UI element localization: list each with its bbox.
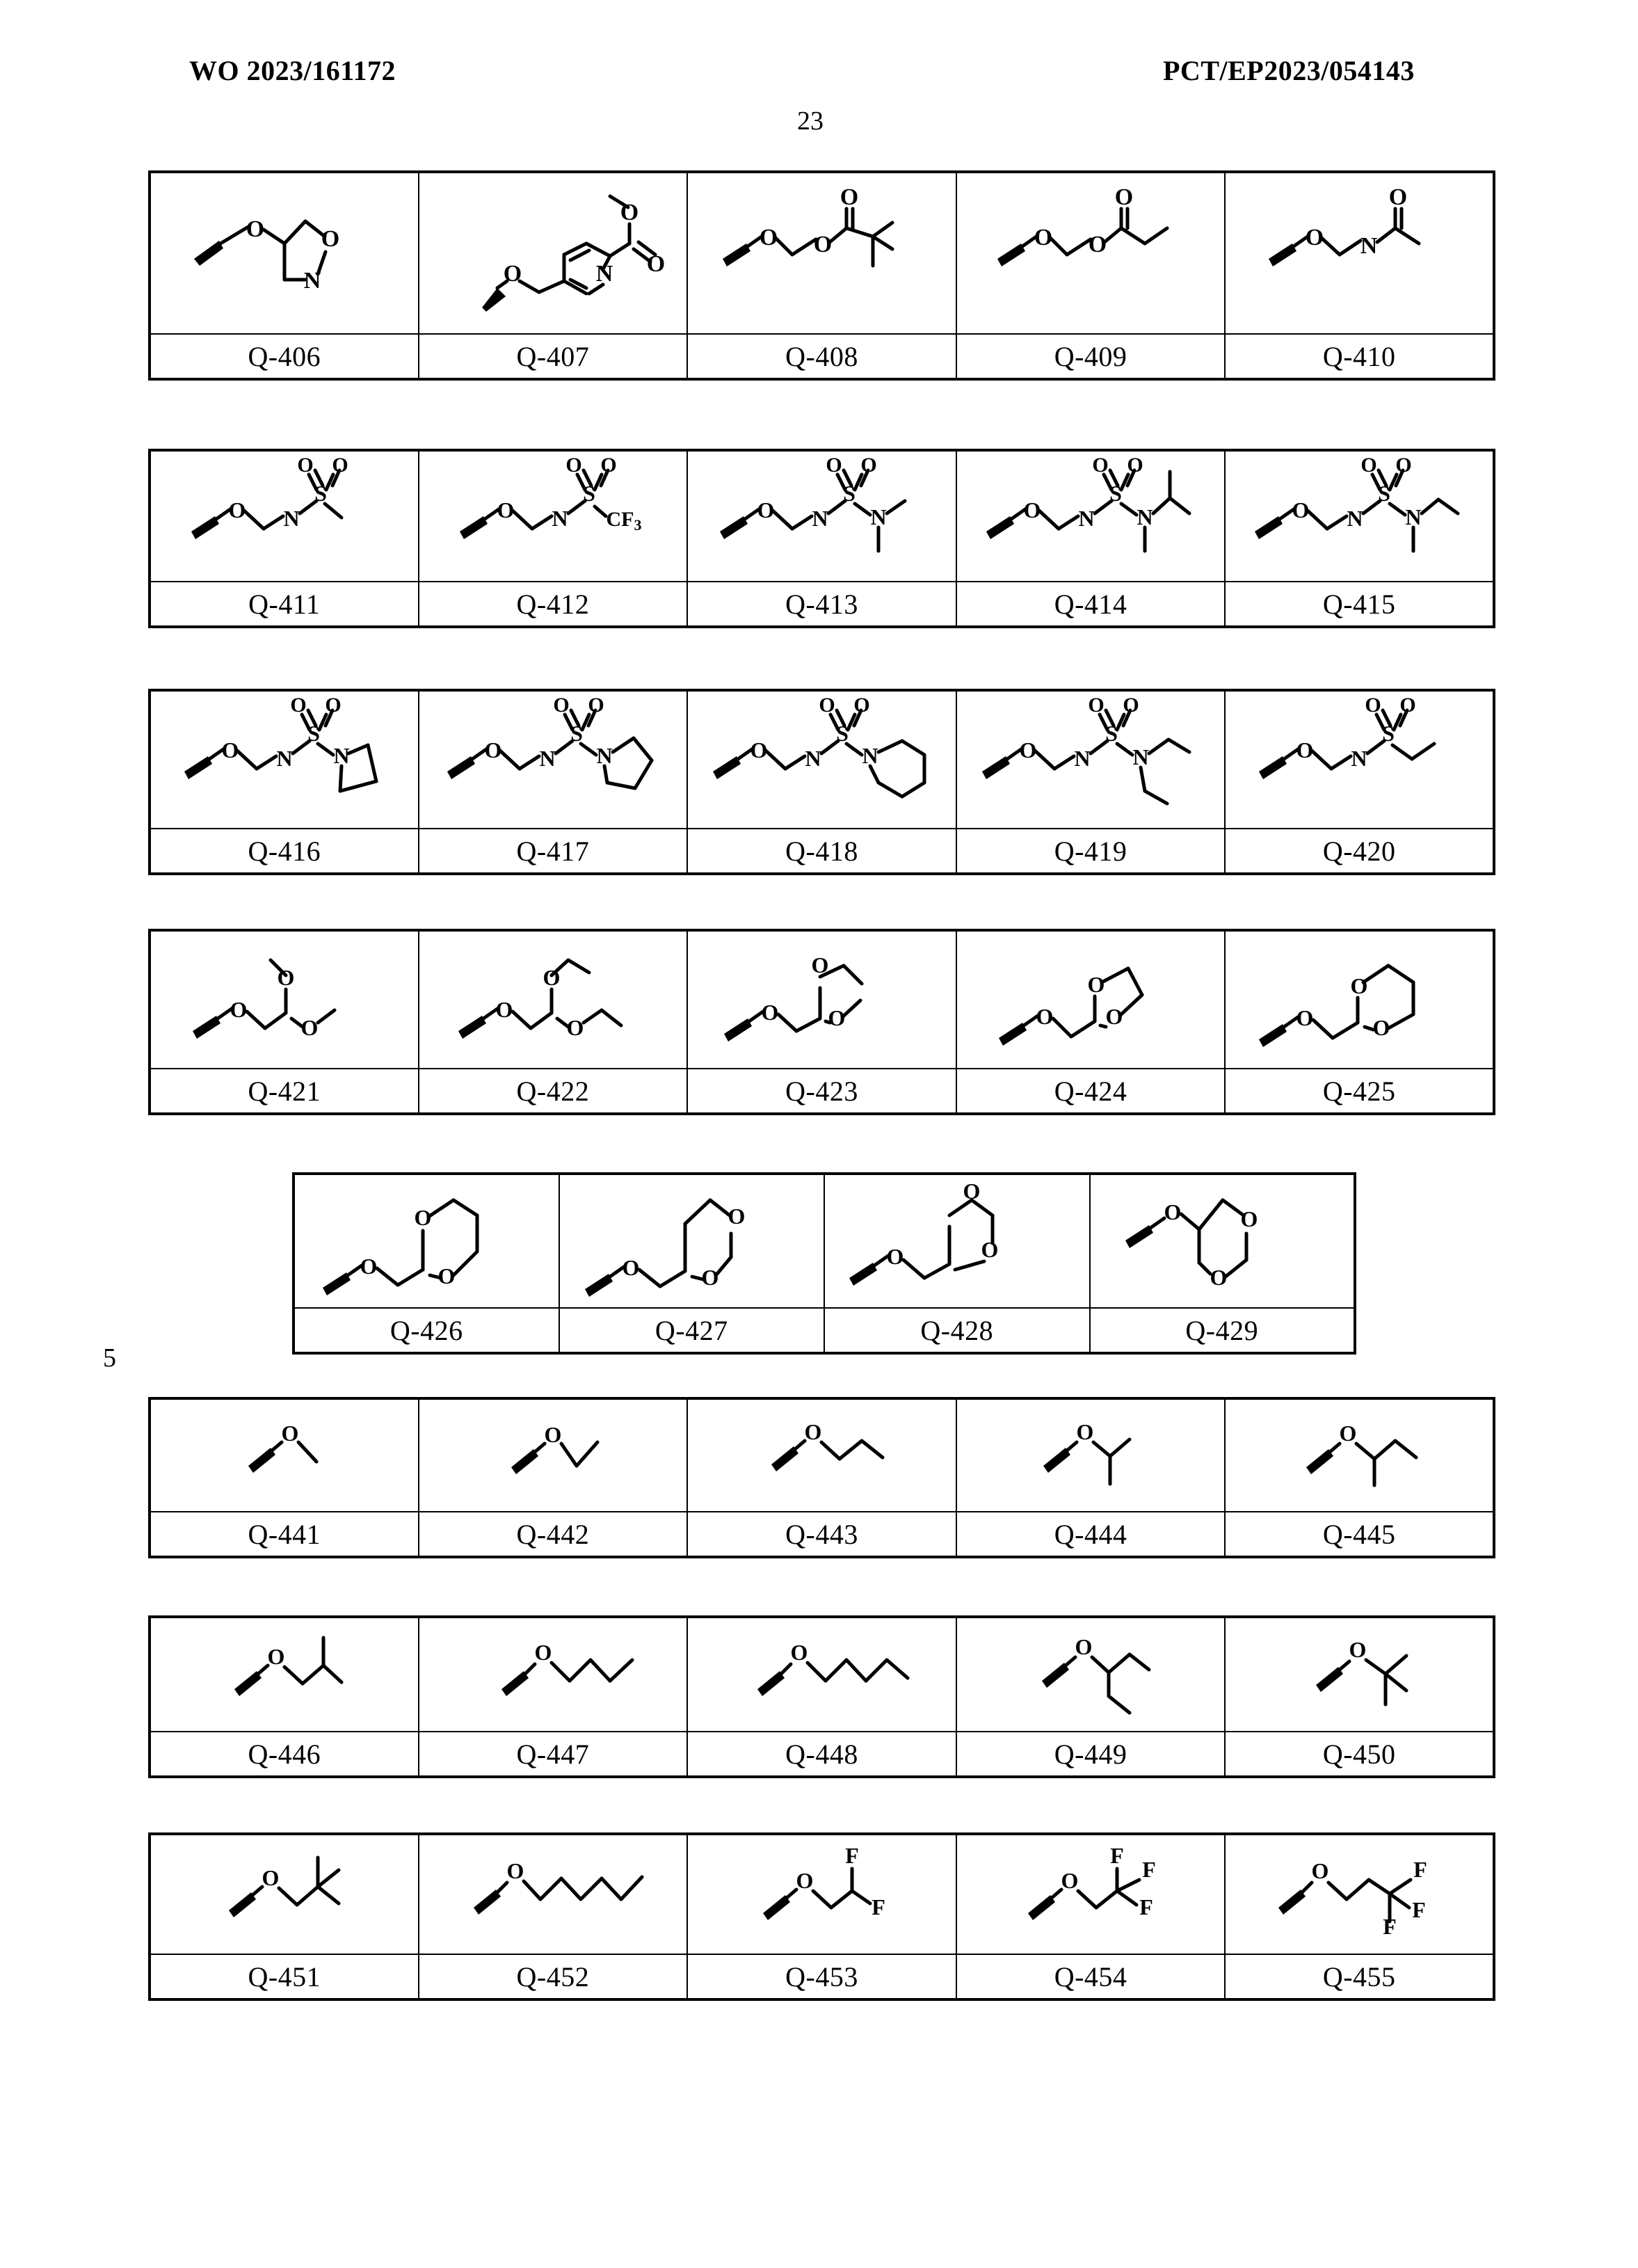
molecule-q413: [703, 454, 940, 579]
structure-table-3: [148, 689, 1495, 875]
atom-label-o: O: [620, 200, 639, 225]
atom-label-o: O: [701, 1265, 719, 1290]
structure-label-q442: Q-442: [419, 1512, 688, 1557]
molecule-q408: [703, 177, 940, 330]
atom-label-f: F: [1412, 1897, 1426, 1922]
table-row-structures: [150, 172, 1494, 334]
page-number: 23: [797, 106, 824, 136]
atom-label-o: O: [1088, 232, 1107, 257]
atom-label-o: O: [262, 1865, 280, 1890]
structure-cell-q407: [419, 172, 688, 334]
structure-label-q419: Q-419: [956, 829, 1226, 874]
atom-label-o: O: [728, 1204, 746, 1229]
atom-label-o: O: [534, 1640, 552, 1665]
atom-label-o: O: [297, 454, 314, 477]
structure-cell-q410: [1225, 172, 1494, 334]
structure-label-q423: Q-423: [687, 1069, 956, 1114]
atom-label-n: N: [805, 746, 822, 771]
atom-label-o: O: [805, 1419, 822, 1444]
molecule-q448: [703, 1620, 940, 1730]
atom-label-o: O: [414, 1205, 432, 1230]
table-row-labels: [150, 1512, 1494, 1557]
atom-label-o: O: [819, 694, 836, 717]
structure-cell-q449: [956, 1617, 1226, 1732]
structure-label-q408: Q-408: [687, 334, 956, 379]
atom-label-o: O: [1210, 1265, 1228, 1290]
structure-cell-q421: [150, 930, 419, 1069]
atom-label-o: O: [1339, 1420, 1357, 1446]
molecule-q411: [166, 454, 403, 579]
atom-label-o: O: [566, 1015, 584, 1040]
table-row-structures: [150, 930, 1494, 1069]
molecule-q409: [972, 177, 1209, 330]
structure-label-q450: Q-450: [1225, 1732, 1494, 1777]
structure-label-q429: Q-429: [1090, 1308, 1356, 1353]
atom-label-o: O: [1372, 1015, 1390, 1040]
molecule-q449: [972, 1620, 1209, 1730]
atom-label-s: S: [1378, 481, 1391, 506]
atom-label-o: O: [1127, 454, 1143, 477]
atom-label-s: S: [314, 481, 327, 506]
atom-label-o: O: [750, 737, 768, 762]
structure-label-q452: Q-452: [419, 1954, 688, 1999]
header-publication-number: WO 2023/161172: [189, 55, 396, 86]
atom-label-o: O: [497, 497, 515, 522]
table-row-labels: [150, 1069, 1494, 1114]
molecule-q453: [703, 1837, 940, 1952]
structure-cell-q414: [956, 450, 1226, 582]
structure-cell-q413: [687, 450, 956, 582]
structure-cell-q443: [687, 1398, 956, 1512]
structure-cell-q423: [687, 930, 956, 1069]
atom-label-o: O: [290, 694, 307, 717]
molecule-q425: [1241, 934, 1477, 1066]
structure-cell-q452: [419, 1834, 688, 1954]
atom-label-o: O: [281, 1420, 299, 1446]
atom-label-f: F: [1413, 1857, 1427, 1882]
structure-table-5: [292, 1172, 1356, 1355]
structure-table-7: [148, 1615, 1495, 1778]
atom-label-n: N: [1137, 504, 1153, 529]
molecule-q455: [1241, 1837, 1477, 1952]
atom-label-o: O: [1305, 225, 1324, 250]
structure-label-q446: Q-446: [150, 1732, 419, 1777]
atom-label-n: N: [1360, 233, 1378, 259]
atom-label-n: N: [303, 268, 321, 294]
structure-label-q415: Q-415: [1225, 582, 1494, 627]
structure-label-q410: Q-410: [1225, 334, 1494, 379]
atom-label-o: O: [300, 1015, 319, 1040]
table-row-structures: [150, 1398, 1494, 1512]
atom-label-o: O: [646, 251, 666, 277]
atom-label-s: S: [570, 721, 583, 746]
table-row-structures: [150, 1617, 1494, 1732]
structure-cell-q411: [150, 450, 419, 582]
structure-cell-q454: [956, 1834, 1226, 1954]
structure-label-q413: Q-413: [687, 582, 956, 627]
molecule-q451: [166, 1837, 403, 1952]
molecule-q428: [835, 1176, 1079, 1306]
structure-cell-q453: [687, 1834, 956, 1954]
atom-label-o: O: [1076, 1419, 1094, 1444]
structure-label-q422: Q-422: [419, 1069, 688, 1114]
atom-label-o: O: [1311, 1858, 1329, 1883]
structure-cell-q425: [1225, 930, 1494, 1069]
atom-label-o: O: [267, 1644, 285, 1669]
molecule-q429: [1100, 1176, 1344, 1306]
atom-label-o: O: [544, 1421, 562, 1447]
molecule-q426: [305, 1176, 548, 1306]
atom-label-o: O: [1164, 1199, 1182, 1224]
table-row-labels: [150, 582, 1494, 627]
atom-label-o: O: [277, 965, 295, 990]
atom-label-o: O: [1240, 1206, 1258, 1231]
atom-label-n: N: [552, 506, 568, 531]
structure-cell-q412: [419, 450, 688, 582]
structure-table-1: [148, 170, 1495, 381]
atom-label-n: N: [276, 746, 293, 771]
molecule-q444: [972, 1402, 1209, 1510]
atom-label-s: S: [836, 721, 849, 746]
structure-cell-q441: [150, 1398, 419, 1512]
atom-label-o: O: [495, 997, 513, 1022]
structure-table-2: [148, 449, 1495, 628]
atom-label-n: N: [812, 506, 829, 531]
atom-label-s: S: [1105, 721, 1118, 746]
structure-cell-q446: [150, 1617, 419, 1732]
atom-label-cf3: $CF_3$: [606, 508, 642, 534]
atom-label-o: O: [221, 737, 239, 762]
structure-cell-q455: [1225, 1834, 1494, 1954]
atom-label-f: F: [845, 1843, 860, 1868]
table-row-structures: [150, 450, 1494, 582]
atom-label-o: O: [796, 1868, 814, 1893]
atom-label-o: O: [757, 497, 775, 522]
atom-label-n: N: [333, 743, 350, 768]
structure-label-q426: Q-426: [294, 1308, 559, 1353]
molecule-q441: [166, 1402, 403, 1510]
atom-label-o: O: [325, 694, 342, 717]
atom-label-o: O: [506, 1858, 524, 1883]
structure-label-q443: Q-443: [687, 1512, 956, 1557]
structure-label-q449: Q-449: [956, 1732, 1226, 1777]
atom-label-n: N: [1132, 744, 1149, 769]
atom-label-o: O: [860, 454, 878, 477]
atom-label-o: O: [360, 1254, 378, 1279]
structure-cell-q424: [956, 930, 1226, 1069]
atom-label-o: O: [828, 1005, 846, 1030]
structure-label-q451: Q-451: [150, 1954, 419, 1999]
structure-cell-q429: [1090, 1174, 1356, 1308]
structure-label-q424: Q-424: [956, 1069, 1226, 1114]
atom-label-o: O: [1092, 454, 1109, 477]
structure-cell-q447: [419, 1617, 688, 1732]
table-row-labels: [150, 334, 1494, 379]
structure-cell-q444: [956, 1398, 1226, 1512]
atom-label-o: O: [1360, 454, 1377, 477]
atom-label-o: O: [503, 261, 522, 287]
atom-label-o: O: [814, 232, 833, 257]
structure-label-q445: Q-445: [1225, 1512, 1494, 1557]
margin-line-number: 5: [103, 1343, 116, 1373]
atom-label-o: O: [1399, 694, 1416, 717]
structure-label-q447: Q-447: [419, 1732, 688, 1777]
structure-label-q444: Q-444: [956, 1512, 1226, 1557]
molecule-q442: [435, 1402, 671, 1510]
structure-cell-q451: [150, 1834, 419, 1954]
structure-label-q454: Q-454: [956, 1954, 1226, 1999]
atom-label-o: O: [1023, 497, 1041, 522]
structure-label-q409: Q-409: [956, 334, 1226, 379]
table-row-labels: [150, 1732, 1494, 1777]
table-row-labels: [150, 1954, 1494, 1999]
molecule-q415: [1241, 454, 1477, 579]
atom-label-f: F: [1139, 1894, 1153, 1919]
atom-label-n: N: [1405, 504, 1422, 529]
atom-label-s: S: [1382, 721, 1395, 746]
structure-cell-q420: [1225, 690, 1494, 829]
atom-label-n: N: [596, 743, 613, 768]
molecule-q454: [972, 1837, 1209, 1952]
structure-cell-q418: [687, 690, 956, 829]
atom-label-n: N: [1078, 506, 1095, 531]
atom-label-n: N: [539, 746, 556, 771]
atom-label-o: O: [553, 694, 570, 717]
atom-label-n: N: [862, 743, 879, 768]
structure-label-q427: Q-427: [559, 1308, 825, 1353]
table-row-structures: [294, 1174, 1355, 1308]
atom-label-o: O: [1296, 1005, 1314, 1030]
atom-label-o: O: [1087, 972, 1105, 997]
table-row-structures: [150, 1834, 1494, 1954]
molecule-q418: [703, 694, 940, 826]
atom-label-o: O: [622, 1255, 640, 1280]
atom-label-o: O: [1075, 1634, 1093, 1659]
structure-cell-q416: [150, 690, 419, 829]
atom-label-o: O: [588, 694, 604, 717]
molecule-q424: [972, 934, 1209, 1066]
molecule-q450: [1241, 1620, 1477, 1730]
molecule-q420: [1241, 694, 1477, 826]
atom-label-s: S: [843, 481, 856, 506]
atom-label-f: F: [1383, 1914, 1397, 1939]
atom-label-o: O: [600, 454, 617, 477]
atom-label-s: S: [582, 481, 595, 506]
atom-label-o: O: [1349, 1637, 1367, 1662]
atom-label-o: O: [812, 952, 829, 977]
atom-label-o: O: [840, 184, 859, 210]
atom-label-o: O: [1388, 184, 1408, 210]
structure-cell-q409: [956, 172, 1226, 334]
atom-label-f: F: [1110, 1843, 1124, 1868]
molecule-q427: [570, 1176, 813, 1306]
molecule-q452: [435, 1837, 671, 1952]
molecule-q421: [166, 934, 403, 1066]
atom-label-s: S: [1109, 481, 1122, 506]
atom-label-o: O: [963, 1179, 981, 1204]
structure-cell-q428: [824, 1174, 1090, 1308]
atom-label-n: N: [1351, 746, 1367, 771]
atom-label-n: N: [1074, 746, 1091, 771]
structure-cell-q406: [150, 172, 419, 334]
atom-label-o: O: [1088, 694, 1105, 717]
molecule-q445: [1241, 1402, 1477, 1510]
atom-label-n: N: [595, 261, 613, 287]
atom-label-f: F: [872, 1894, 886, 1919]
structure-table-4: [148, 929, 1495, 1115]
structure-label-q417: Q-417: [419, 829, 688, 874]
structure-label-q407: Q-407: [419, 334, 688, 379]
atom-label-o: O: [543, 965, 561, 990]
structure-cell-q422: [419, 930, 688, 1069]
molecule-q419: [972, 694, 1209, 826]
atom-label-o: O: [321, 226, 340, 252]
atom-label-o: O: [484, 737, 502, 762]
structure-label-q453: Q-453: [687, 1954, 956, 1999]
atom-label-o: O: [1114, 184, 1134, 210]
atom-label-n: N: [283, 506, 300, 531]
atom-label-o: O: [1296, 737, 1314, 762]
molecule-q410: [1241, 177, 1477, 330]
structure-label-q406: Q-406: [150, 334, 419, 379]
atom-label-o: O: [1292, 497, 1310, 522]
atom-label-o: O: [886, 1244, 904, 1269]
molecule-q406: [166, 177, 403, 330]
atom-label-o: O: [1395, 454, 1412, 477]
molecule-q416: [166, 694, 403, 826]
structure-cell-q417: [419, 690, 688, 829]
table-row-labels: [150, 829, 1494, 874]
atom-label-o: O: [437, 1263, 456, 1288]
structure-cell-q442: [419, 1398, 688, 1512]
molecule-q422: [435, 934, 671, 1066]
atom-label-o: O: [1034, 225, 1053, 250]
atom-label-o: O: [1365, 694, 1381, 717]
atom-label-o: O: [1036, 1004, 1054, 1029]
header-application-number: PCT/EP2023/054143: [1163, 55, 1415, 86]
structure-table-6: [148, 1397, 1495, 1558]
atom-label-o: O: [230, 997, 248, 1022]
atom-label-o: O: [981, 1237, 999, 1262]
atom-label-o: O: [1350, 973, 1368, 998]
molecule-q443: [703, 1402, 940, 1510]
atom-label-o: O: [1123, 694, 1139, 717]
atom-label-o: O: [1105, 1004, 1123, 1029]
molecule-q417: [435, 694, 671, 826]
molecule-q414: [972, 454, 1209, 579]
structure-label-q428: Q-428: [824, 1308, 1090, 1353]
table-row-structures: [150, 690, 1494, 829]
atom-label-f: F: [1142, 1857, 1156, 1882]
atom-label-o: O: [565, 454, 582, 477]
atom-label-o: O: [853, 694, 871, 717]
atom-label-n: N: [1347, 506, 1363, 531]
atom-label-s: S: [307, 721, 320, 746]
structure-cell-q445: [1225, 1398, 1494, 1512]
structure-label-q411: Q-411: [150, 582, 419, 627]
atom-label-o: O: [228, 497, 246, 522]
atom-label-o: O: [246, 216, 265, 242]
structure-label-q420: Q-420: [1225, 829, 1494, 874]
structure-cell-q415: [1225, 450, 1494, 582]
structure-cell-q419: [956, 690, 1226, 829]
structure-cell-q448: [687, 1617, 956, 1732]
atom-label-o: O: [826, 454, 843, 477]
structure-cell-q427: [559, 1174, 825, 1308]
structure-label-q441: Q-441: [150, 1512, 419, 1557]
molecule-q412: [435, 454, 671, 579]
atom-label-o: O: [1019, 737, 1037, 762]
molecule-q447: [435, 1620, 671, 1730]
atom-label-o: O: [1061, 1868, 1079, 1893]
table-row-labels: [294, 1308, 1355, 1353]
structure-cell-q426: [294, 1174, 559, 1308]
structure-label-q418: Q-418: [687, 829, 956, 874]
structure-label-q425: Q-425: [1225, 1069, 1494, 1114]
atom-label-o: O: [791, 1640, 808, 1665]
structure-label-q416: Q-416: [150, 829, 419, 874]
structure-cell-q450: [1225, 1617, 1494, 1732]
structure-cell-q408: [687, 172, 956, 334]
atom-label-o: O: [762, 1000, 779, 1025]
structure-label-q421: Q-421: [150, 1069, 419, 1114]
structure-label-q412: Q-412: [419, 582, 688, 627]
structure-table-8: [148, 1832, 1495, 2001]
molecule-q446: [166, 1620, 403, 1730]
structure-label-q455: Q-455: [1225, 1954, 1494, 1999]
structure-label-q448: Q-448: [687, 1732, 956, 1777]
atom-label-o: O: [760, 225, 778, 250]
molecule-q423: [703, 934, 940, 1066]
atom-label-o: O: [332, 454, 348, 477]
molecule-q407: [428, 177, 678, 330]
atom-label-n: N: [870, 504, 888, 529]
structure-label-q414: Q-414: [956, 582, 1226, 627]
